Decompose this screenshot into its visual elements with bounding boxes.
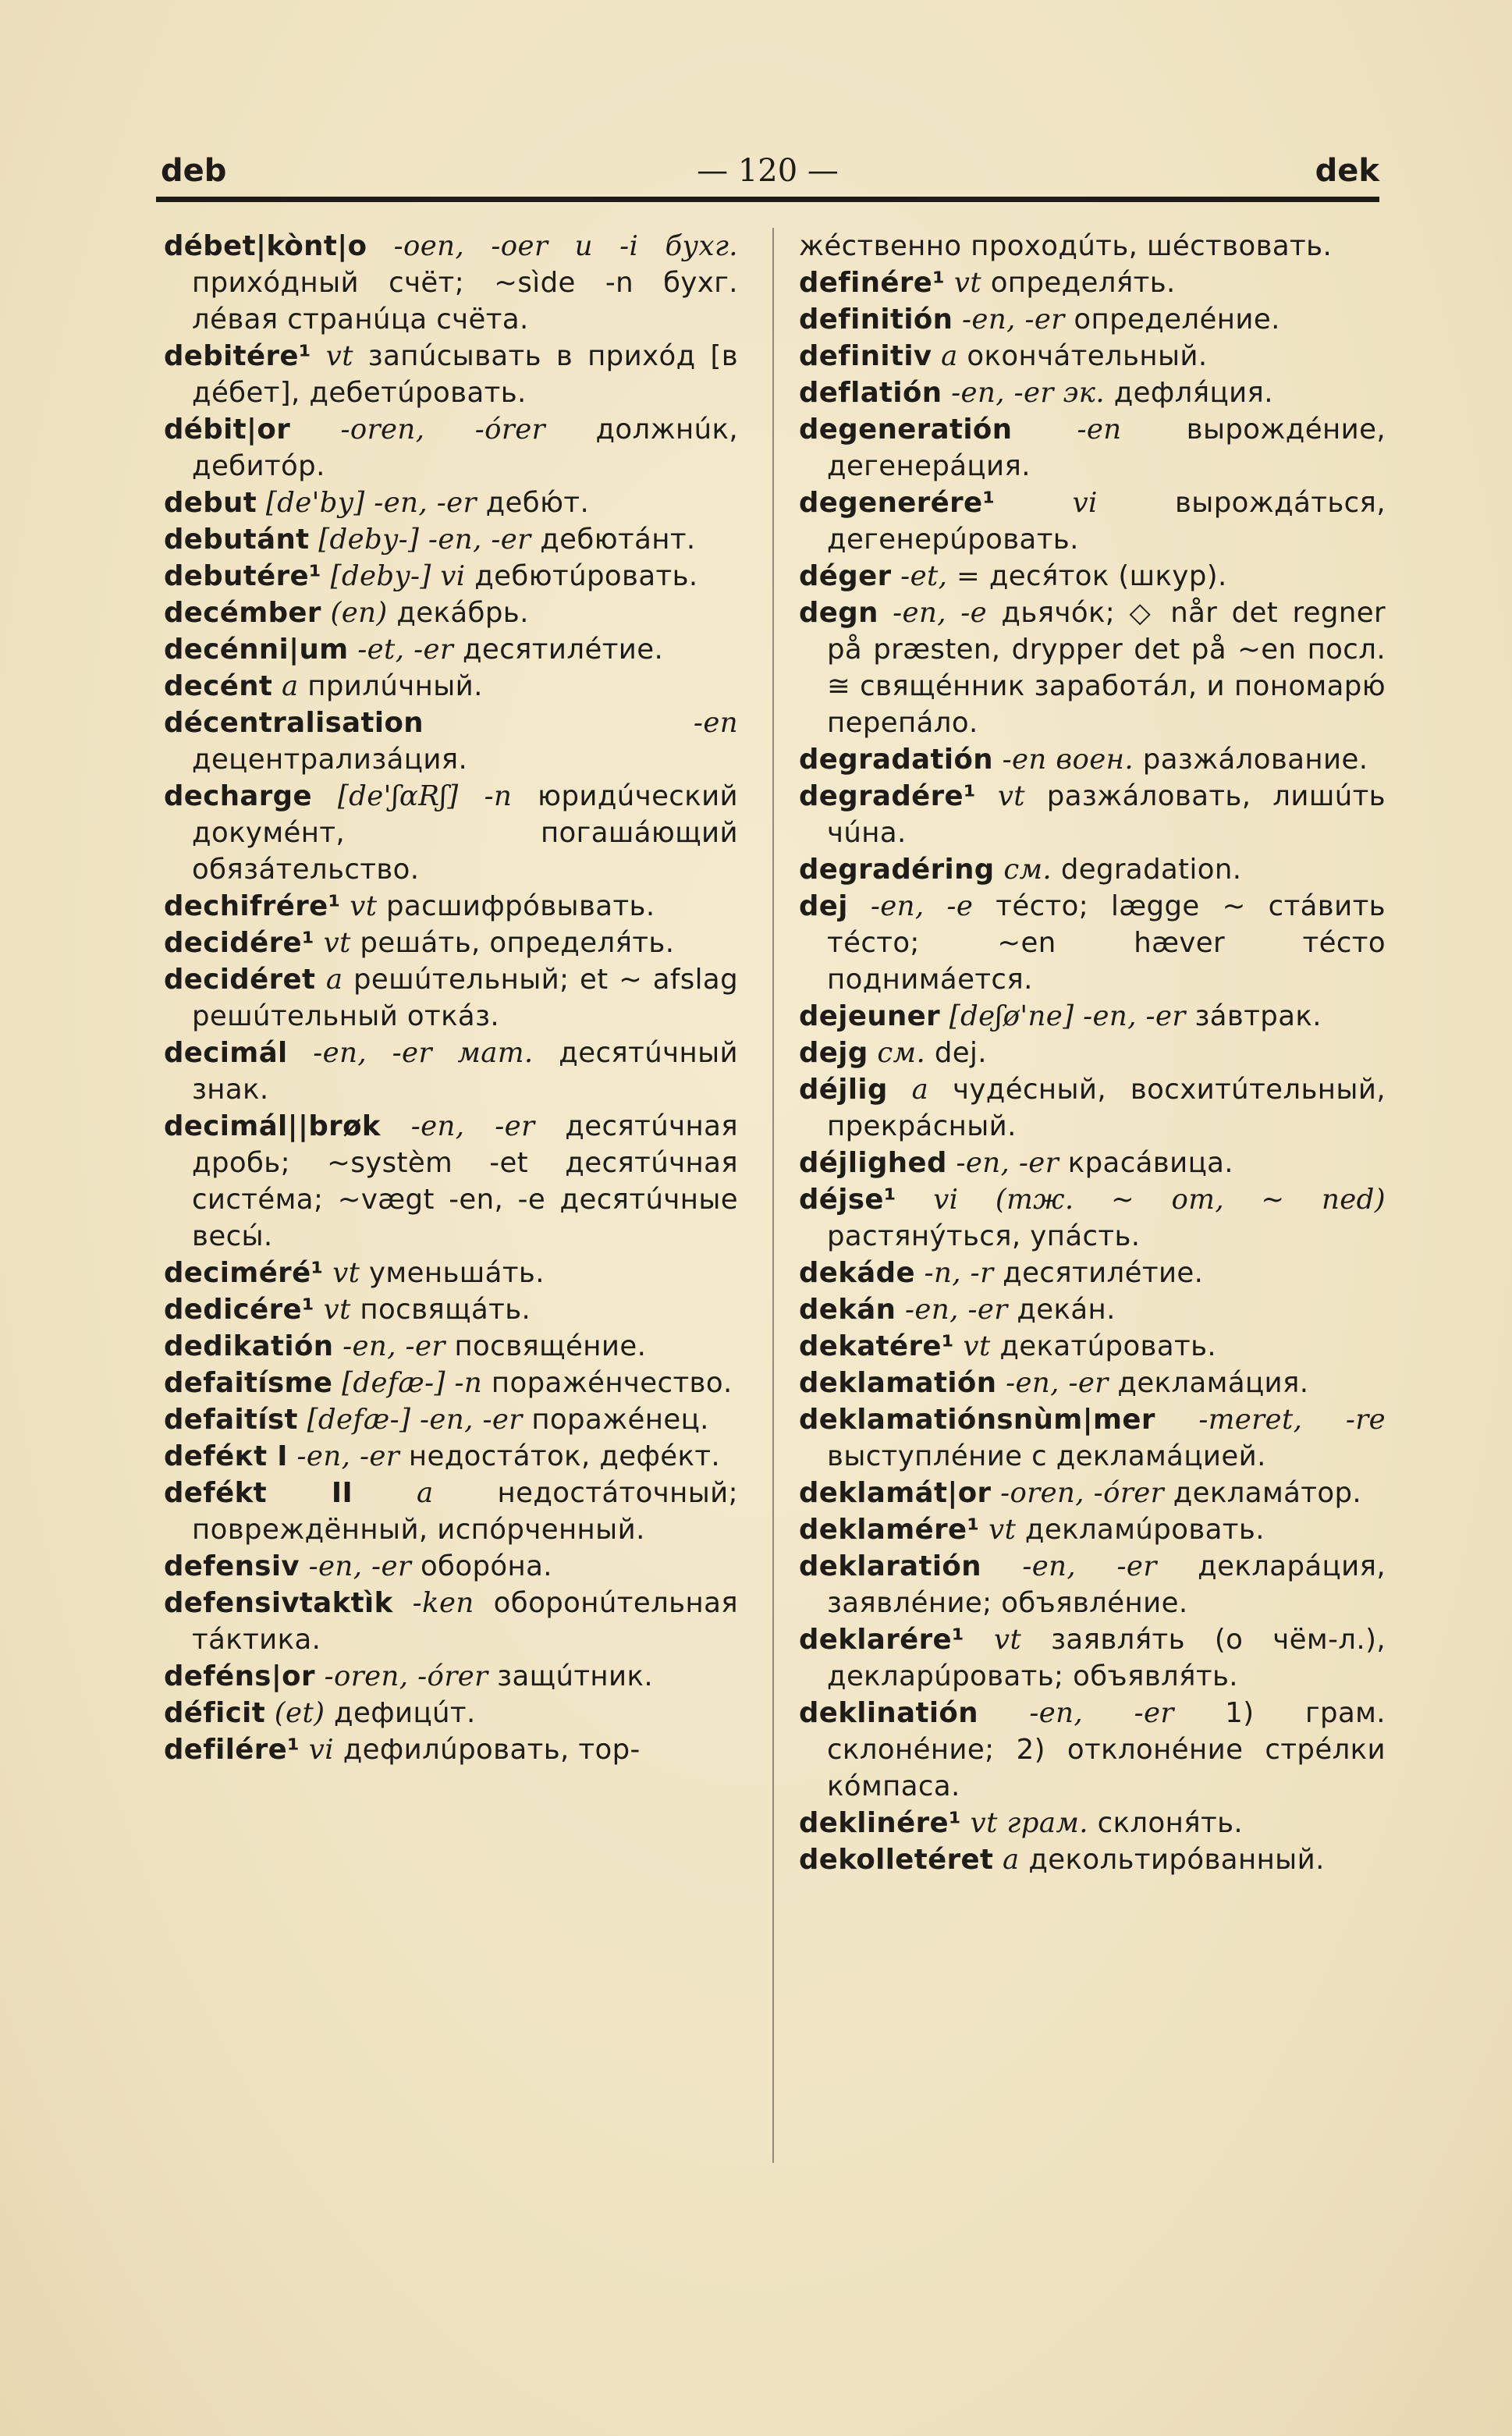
dictionary-entry (799, 1511, 1386, 1548)
grammar-note: vt (323, 927, 351, 959)
translation: десятилéтие. (1003, 1257, 1204, 1289)
grammar-note: a (325, 964, 343, 996)
header-last-word: dek (1315, 153, 1379, 189)
headword: decidére¹ (164, 927, 314, 959)
translation: поражéнец. (531, 1404, 709, 1436)
dictionary-entry (799, 595, 1386, 741)
headword: déjlig (799, 1074, 888, 1106)
grammar-note: -en (1077, 414, 1122, 446)
headword: dejg (799, 1037, 868, 1069)
dictionary-entry (799, 851, 1386, 888)
headword: deklamatiónsnùm|mer (799, 1404, 1155, 1436)
grammar-note: -oren, -órer (324, 1660, 488, 1692)
translation: разжáлование. (1142, 744, 1368, 776)
headword: debut (164, 487, 257, 519)
translation: декáбрь. (396, 597, 529, 629)
headword: debutánt (164, 524, 310, 556)
headword: degeneratión (799, 414, 1013, 446)
header-rule (156, 197, 1379, 202)
dictionary-entry (799, 375, 1386, 411)
translation: красáвица. (1067, 1147, 1233, 1179)
dictionary-entry (164, 338, 738, 411)
dictionary-entry (799, 228, 1386, 265)
translation: дебютúровать. (474, 560, 698, 592)
translation: тéсто; lægge ~ стáвить тéсто; ~en hæver тéсто поднимáется. (827, 890, 1386, 996)
page-number: — 120 — (697, 153, 839, 189)
dictionary-entry (799, 1035, 1386, 1071)
headword: decénni|um (164, 634, 349, 666)
grammar-note: a (281, 670, 299, 702)
headword: degradéring (799, 854, 995, 886)
dictionary-entry (164, 1401, 738, 1438)
headword: deklarére¹ (799, 1624, 964, 1656)
translation: расшифрóвывать. (386, 890, 655, 922)
translation: зáвтрак. (1194, 1000, 1322, 1032)
dictionary-entry (799, 1695, 1386, 1805)
grammar-note: -en, -er (1029, 1697, 1174, 1729)
dictionary-entry (164, 1365, 738, 1401)
headword: decharge (164, 780, 312, 812)
grammar-note: -en, -er эк. (951, 377, 1106, 409)
translation: дьячóк; ◇ når det regner på præsten, drypper det på ~en посл. ≅ свящéнник заработáл, и пономарю́ перепáло. (827, 597, 1386, 739)
dictionary-entry (164, 1291, 738, 1328)
dictionary-entry (164, 778, 738, 888)
grammar-note: [deby-] -en, -er (318, 524, 531, 556)
dictionary-entry (799, 558, 1386, 595)
grammar-note: [defæ-] -en, -er (307, 1404, 523, 1436)
headword: defilére¹ (164, 1734, 300, 1766)
grammar-note: vi (308, 1734, 334, 1766)
dictionary-entry (164, 1695, 738, 1731)
dictionary-entry (164, 1035, 738, 1108)
translation: дефля́ция. (1113, 377, 1273, 409)
translation: дефицúт. (334, 1697, 476, 1729)
grammar-note: см. (877, 1037, 926, 1069)
headword: dej (799, 890, 848, 922)
grammar-note: vt (993, 1624, 1022, 1656)
grammar-note: vt (332, 1257, 360, 1289)
translation: недостáточный; повреждённый, испóрченный. (192, 1477, 738, 1546)
dictionary-entry (164, 925, 738, 961)
grammar-note: -en, -er (296, 1440, 400, 1472)
dictionary-entry (799, 301, 1386, 338)
page-header (156, 153, 1379, 197)
headword: deklamére¹ (799, 1514, 980, 1546)
grammar-note: [defæ-] -n (342, 1367, 483, 1399)
translation: поражéнчество. (491, 1367, 733, 1399)
grammar-note: -oren, -órer (340, 414, 546, 446)
dictionary-entry (164, 668, 738, 705)
dictionary-entry (799, 1181, 1386, 1255)
translation: окончáтельный. (967, 340, 1208, 372)
dictionary-entry (799, 778, 1386, 851)
translation: декламáция. (1117, 1367, 1309, 1399)
dictionary-entry (164, 1731, 738, 1768)
translation: запúсывать в прихóд [в дéбет], дебетúровать. (192, 340, 739, 409)
dictionary-entry (799, 741, 1386, 778)
headword: degradatión (799, 744, 993, 776)
headword: decimál||brøk (164, 1110, 381, 1142)
grammar-note: [de'ʃɑRʃ] -n (337, 780, 513, 812)
grammar-note: -en, -e (870, 890, 974, 922)
grammar-note: (et) (274, 1697, 325, 1729)
grammar-note: -oen, -oer u -i бухг. (393, 230, 738, 262)
headword: defensiv (164, 1550, 300, 1582)
dictionary-entry (164, 1658, 738, 1695)
translation: вырождéние, дегенерáция. (827, 414, 1386, 482)
translation: должнúк, дебитóр. (192, 414, 739, 482)
grammar-note: -en, -er (956, 1147, 1059, 1179)
dictionary-entry (799, 1475, 1386, 1511)
headword: decémber (164, 597, 321, 629)
grammar-note: vt грам. (970, 1807, 1088, 1839)
translation: декáн. (1017, 1294, 1116, 1326)
dictionary-entry (164, 705, 738, 778)
headword: degradére¹ (799, 780, 976, 812)
headword: deklamatión (799, 1367, 997, 1399)
headword: degn (799, 597, 878, 629)
dictionary-entry (799, 1841, 1386, 1878)
grammar-note: см. (1003, 854, 1052, 886)
grammar-note: vt (988, 1514, 1017, 1546)
headword: decidéret (164, 964, 316, 996)
headword: déger (799, 560, 892, 592)
translation: декламáтор. (1173, 1477, 1362, 1509)
headword: defensivtaktìk (164, 1587, 393, 1619)
headword: decént (164, 670, 273, 702)
translation: деся́ток (шкур). (988, 560, 1227, 592)
grammar-note: vt (325, 340, 353, 372)
grammar-note: -et, = (900, 560, 981, 592)
headword: definitión (799, 304, 953, 336)
dictionary-entry (164, 631, 738, 668)
translation: оборóна. (420, 1550, 552, 1582)
grammar-note: -n, -r (924, 1257, 994, 1289)
grammar-note: -en, -er (962, 304, 1065, 336)
dictionary-entry (164, 485, 738, 521)
translation: чудéсный, восхитúтельный, прекрáсный. (827, 1074, 1386, 1142)
dictionary-entry (164, 411, 738, 485)
grammar-note: [deby-] vi (330, 560, 466, 592)
translation: дебютáнт. (540, 524, 696, 556)
headword: deklinatión (799, 1697, 978, 1729)
grammar-note: a (941, 340, 958, 372)
translation: децентрализáция. (192, 744, 468, 776)
grammar-note: vi (1072, 487, 1098, 519)
translation: решúтельный; et ~ afslag решúтельный откáз. (192, 964, 739, 1032)
translation: вырождáться, дегенерúровать. (827, 487, 1386, 556)
dictionary-entry (164, 521, 738, 558)
headword: dejeuner (799, 1000, 941, 1032)
headword: décentralisation (164, 707, 424, 739)
headword: definére¹ (799, 267, 946, 299)
translation: dej. (934, 1037, 987, 1069)
headword: definitiv (799, 340, 932, 372)
headword: debutére¹ (164, 560, 321, 592)
translation: юридúческий докумéнт, погашáющий обязáтельство. (192, 780, 739, 886)
translation: десятúчный знак. (192, 1037, 738, 1106)
translation: заявля́ть (о чём-л.), декларúровать; объявля́ть. (827, 1624, 1386, 1692)
headword: deklamát|or (799, 1477, 992, 1509)
grammar-note: -en, -er (410, 1110, 535, 1142)
grammar-note: -en (693, 707, 738, 739)
left-column (164, 228, 738, 1768)
translation: уменьшáть. (369, 1257, 545, 1289)
headword: dedicére¹ (164, 1294, 314, 1326)
headword: decimál (164, 1037, 288, 1069)
dictionary-entry (799, 1145, 1386, 1181)
headword: deféкt I (164, 1440, 288, 1472)
grammar-note: -oren, -órer (1000, 1477, 1164, 1509)
headword: dekán (799, 1294, 896, 1326)
translation: десятúчная дробь; ~systèm -et десятúчная систéма; ~vægt -en, -e десятúчные весы́. (192, 1110, 739, 1252)
dictionary-entry (164, 1108, 738, 1255)
translation: посвящáть. (360, 1294, 531, 1326)
grammar-note: vt (953, 267, 981, 299)
dictionary-entry (164, 1255, 738, 1291)
translation: решáть, определя́ть. (360, 927, 675, 959)
grammar-note: -en воен. (1002, 744, 1134, 776)
translation: склоня́ть. (1097, 1807, 1244, 1839)
dictionary-entry (799, 338, 1386, 375)
grammar-note: -en, -er мат. (313, 1037, 534, 1069)
dictionary-entry (799, 1365, 1386, 1401)
translation: растянýться, упáсть. (827, 1220, 1141, 1252)
translation: разжáловать, лишúть чúна. (827, 780, 1386, 849)
headword: déjse¹ (799, 1184, 896, 1216)
grammar-note: (en) (330, 597, 388, 629)
headword: dekatére¹ (799, 1330, 954, 1362)
translation: декатúровать. (999, 1330, 1217, 1362)
grammar-note: -en, -er (905, 1294, 1008, 1326)
translation: посвящéние. (454, 1330, 647, 1362)
translation: прилúчный. (307, 670, 483, 702)
dictionary-entry (164, 228, 738, 338)
dictionary-entry (164, 595, 738, 631)
grammar-note: -ken (412, 1587, 474, 1619)
grammar-note: [deʃø'ne] -en, -er (949, 1000, 1186, 1032)
headword: dekolletéret (799, 1844, 994, 1876)
dictionary-entry (164, 1328, 738, 1365)
translation: выступлéние с декламáцией. (827, 1440, 1266, 1472)
translation: декламúровать. (1024, 1514, 1265, 1546)
grammar-note: -en, -e (893, 597, 988, 629)
headword: degenerére¹ (799, 487, 996, 519)
grammar-note: vt (963, 1330, 991, 1362)
dictionary-entry (164, 1438, 738, 1475)
grammar-note: -meret, -re (1198, 1404, 1386, 1436)
headword: defaitíst (164, 1404, 298, 1436)
translation: защúтник. (497, 1660, 654, 1692)
dictionary-entry (164, 558, 738, 595)
column-divider (772, 228, 774, 2163)
headword: deklaratión (799, 1550, 981, 1582)
grammar-note: vt (323, 1294, 351, 1326)
grammar-note: [de'by] -en, -er (265, 487, 477, 519)
headword: déjlighed (799, 1147, 947, 1179)
grammar-note: vt (997, 780, 1025, 812)
dictionary-entry (799, 1401, 1386, 1475)
translation: прихóдный счёт; ~sìde -n бухг. лéвая странúца счёта. (192, 267, 738, 336)
headword: débit|or (164, 414, 291, 446)
headword: dedikatión (164, 1330, 334, 1362)
translation: дефилúровать, тор- (343, 1734, 641, 1766)
translation: 1) грам. склонéние; 2) отклонéние стрéлки кóмпаса. (827, 1697, 1386, 1802)
grammar-note: a (417, 1477, 434, 1509)
grammar-note: -et, -er (357, 634, 454, 666)
translation: десятилéтие. (462, 634, 664, 666)
translation: декольтирóванный. (1028, 1844, 1325, 1876)
header-first-word: deb (161, 153, 227, 189)
translation: жéственно проходúть, шéствовать. (799, 230, 1333, 262)
headword: dechifrére¹ (164, 890, 341, 922)
translation: недостáток, дефéкт. (408, 1440, 721, 1472)
dictionary-entry (799, 1621, 1386, 1695)
grammar-note: a (911, 1074, 929, 1106)
headword: defékt II (164, 1477, 353, 1509)
dictionary-entry (164, 1475, 738, 1548)
headword: deféns|or (164, 1660, 315, 1692)
dictionary-entry (799, 1291, 1386, 1328)
headword: deflatión (799, 377, 942, 409)
dictionary-entry (799, 1805, 1386, 1841)
dictionary-entry (164, 1548, 738, 1585)
dictionary-entry (799, 485, 1386, 558)
headword: débet|kònt|o (164, 230, 367, 262)
dictionary-entry (799, 1071, 1386, 1145)
grammar-note: a (1003, 1844, 1020, 1876)
grammar-note: vi (тж. ~ om, ~ ned) (933, 1184, 1386, 1216)
headword: dekáde (799, 1257, 915, 1289)
headword: debitére¹ (164, 340, 311, 372)
translation: дебю́т. (485, 487, 590, 519)
grammar-note: -en, -er (1022, 1550, 1157, 1582)
dictionary-entry (799, 411, 1386, 485)
dictionary-entry (164, 961, 738, 1035)
translation: декларáция, заявлéние; объявлéние. (827, 1550, 1386, 1619)
headword: defaitísme (164, 1367, 333, 1399)
grammar-note: -en, -er (343, 1330, 445, 1362)
headword: déficit (164, 1697, 266, 1729)
dictionary-entry (799, 1548, 1386, 1621)
headword: deklinére¹ (799, 1807, 961, 1839)
dictionary-entry (799, 1255, 1386, 1291)
translation: degradation. (1060, 854, 1242, 886)
grammar-note: -en, -er (1006, 1367, 1109, 1399)
dictionary-entry (799, 998, 1386, 1035)
dictionary-entry (164, 888, 738, 925)
translation: оборонúтельная тáктика. (192, 1587, 739, 1656)
headword: deciméré¹ (164, 1257, 324, 1289)
translation: определéние. (1074, 304, 1280, 336)
dictionary-entry (799, 888, 1386, 998)
dictionary-entry (799, 1328, 1386, 1365)
grammar-note: vt (350, 890, 378, 922)
translation: определя́ть. (990, 267, 1176, 299)
dictionary-entry (164, 1585, 738, 1658)
dictionary-entry (799, 265, 1386, 301)
right-column (799, 228, 1386, 1878)
grammar-note: -en, -er (308, 1550, 412, 1582)
